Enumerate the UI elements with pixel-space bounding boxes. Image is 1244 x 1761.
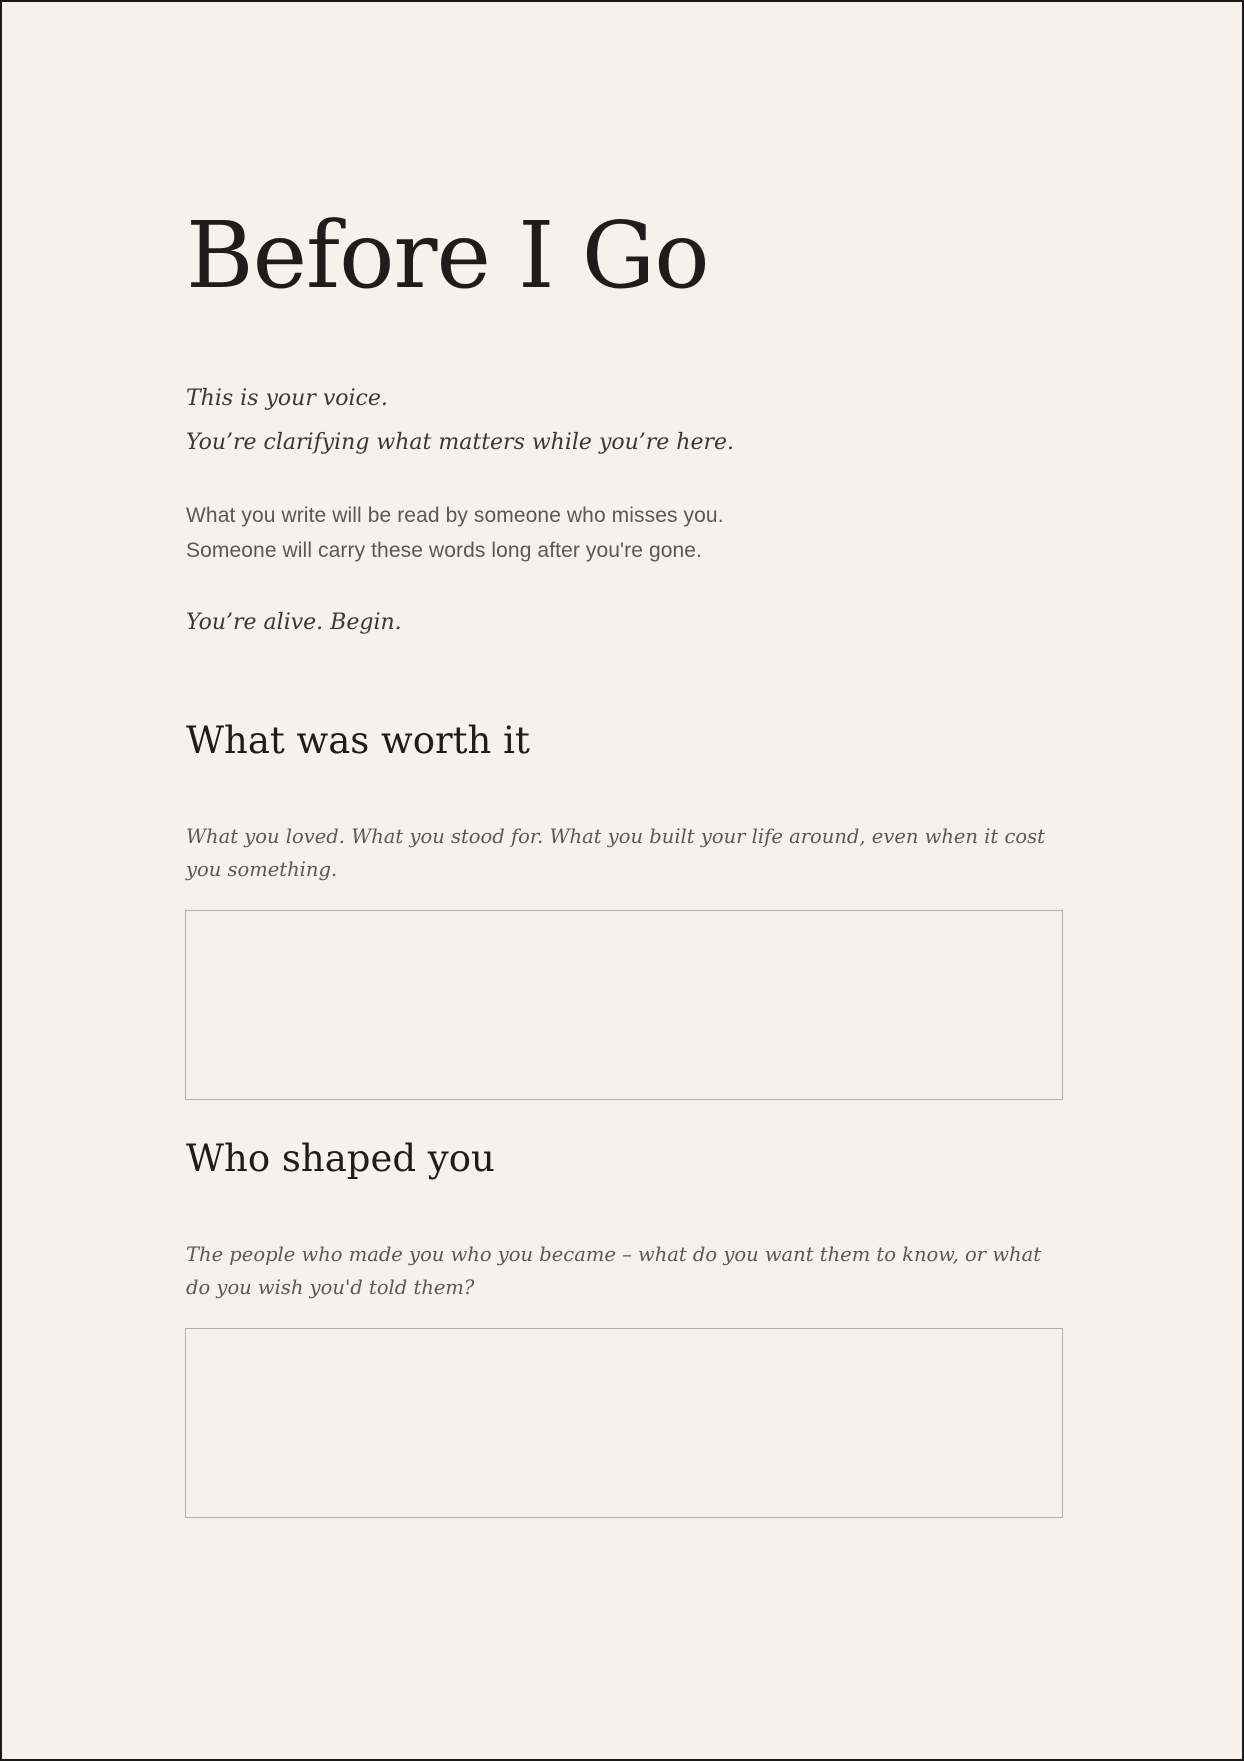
worth-it-answer-field[interactable] [185,910,1063,1100]
intro-voice-line: This is your voice. [186,386,388,411]
shaped-you-answer-field[interactable] [185,1328,1063,1518]
section-heading-shaped-you: Who shaped you [186,1137,495,1180]
intro-carry-line: Someone will carry these words long after you're gone. [186,539,703,562]
page-title: Before I Go [186,202,709,309]
section-heading-worth-it: What was worth it [186,719,530,762]
section-prompt-worth-it: What you loved. What you stood for. What you built your life around, even when it cost you something. [186,825,1045,881]
section-prompt-shaped-you: The people who made you who you became – what do you want them to know, or what do you wish you'd told them? [186,1243,1042,1299]
intro-read-line: What you write will be read by someone who misses you. [186,504,724,527]
intro-clarify-line: You’re clarifying what matters while you’re here. [186,430,735,455]
intro-begin-line: You’re alive. Begin. [186,610,402,635]
